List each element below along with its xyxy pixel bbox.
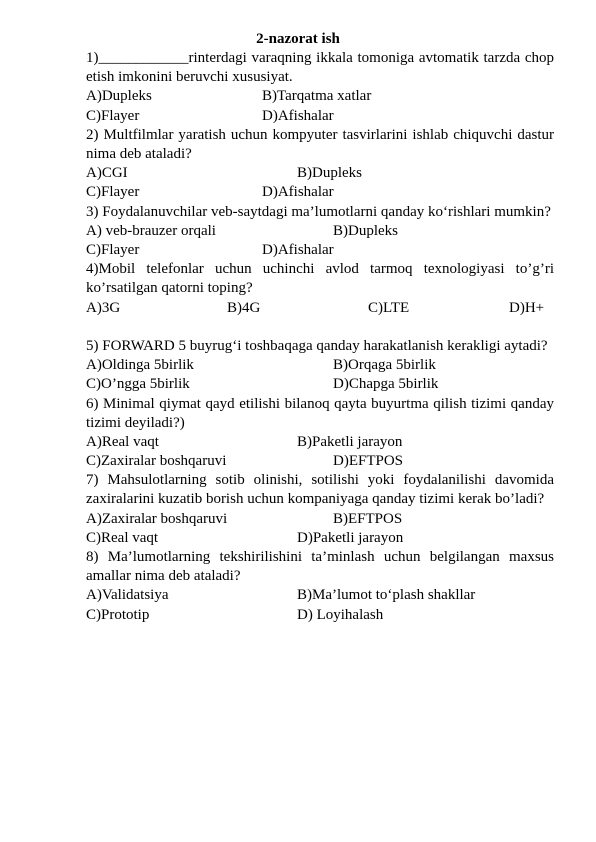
question-3-option-b: B)Dupleks	[333, 222, 398, 239]
question-1-option-d: D)Afishalar	[262, 107, 334, 124]
question-7-option-b: B)EFTPOS	[333, 510, 403, 527]
question-8-options-row-1	[86, 586, 554, 605]
question-8-option-d: D) Loyihalash	[297, 606, 384, 623]
question-3-text: 3) Foydalanuvchilar veb-saytdagi ma’lumotlarni qanday ko‘rishlari mumkin?	[86, 203, 551, 220]
question-4-option-c: C)LTE	[368, 299, 410, 316]
question-7-option-c: C)Real vaqt	[86, 529, 159, 546]
question-2-options-row-1	[86, 164, 554, 183]
question-8-options-row-2	[86, 606, 554, 625]
question-1-options-row-2	[86, 107, 554, 126]
question-2-option-c: C)Flayer	[86, 184, 140, 201]
question-4-option-a: A)3G	[86, 299, 121, 316]
question-3-option-d: D)Afishalar	[262, 241, 334, 258]
blank-line	[86, 318, 554, 337]
question-6-option-d: D)EFTPOS	[333, 453, 404, 470]
question-8-option-a: A)Validatsiya	[86, 587, 169, 604]
question-2-text: 2) Multfilmlar yaratish uchun kompyuter tasvirlarini ishlab chiquvchi dastur nima deb ataladi?	[86, 126, 554, 162]
question-3-options-row-2	[86, 241, 554, 260]
question-5-option-c: C)O’ngga 5birlik	[86, 376, 190, 393]
question-4-text: 4)Mobil telefonlar uchun uchinchi avlod tarmoq texnologiyasi to’g’ri ko’rsatilgan qatorni toping?	[86, 261, 554, 297]
question-5-option-a: A)Oldinga 5birlik	[86, 357, 194, 374]
question-7-options-row-2	[86, 529, 554, 548]
question-7-options-row-1	[86, 510, 554, 529]
question-8-option-c: C)Prototip	[86, 606, 150, 623]
question-6-option-b: B)Paketli jarayon	[297, 433, 403, 450]
question-5-text: 5) FORWARD 5 buyrug‘i toshbaqaga qanday harakatlanish kerakligi aytadi?	[86, 337, 548, 354]
question-5-options-row-1	[86, 356, 554, 375]
question-2-option-a: A)CGI	[86, 165, 128, 182]
question-6-options-row-2	[86, 452, 554, 471]
question-7-text: 7) Mahsulotlarning sotib olinishi, sotilishi yoki foydalanilishi davomida zaxiralarini kuzatib borish uchun kompaniyaga qanday tizimi kerak bo’ladi?	[86, 472, 554, 508]
question-1-options-row-1	[86, 87, 554, 106]
questions-body	[86, 49, 554, 625]
question-3-options-row-1	[86, 222, 554, 241]
question-2-option-d: D)Afishalar	[262, 184, 334, 201]
question-1-option-a: A)Dupleks	[86, 88, 152, 105]
question-6-option-c: C)Zaxiralar boshqaruvi	[86, 453, 227, 470]
question-4-option-b: B)4G	[227, 299, 261, 316]
question-8-text: 8) Ma’lumotlarning tekshirilishini ta’minlash uchun belgilangan maxsus amallar nima deb ataladi?	[86, 549, 554, 585]
question-7-option-a: A)Zaxiralar boshqaruvi	[86, 510, 228, 527]
question-4-options-row	[86, 299, 554, 318]
page-title: 2-nazorat ish	[256, 31, 340, 47]
question-5-option-d: D)Chapga 5birlik	[333, 376, 439, 393]
question-1-option-b: B)Tarqatma xatlar	[262, 88, 372, 105]
question-1-option-c: C)Flayer	[86, 107, 140, 124]
question-6-options-row-1	[86, 433, 554, 452]
question-6-text: 6) Minimal qiymat qayd etilishi bilanoq qayta buyurtma qilish tizimi qanday tizimi deyiladi?)	[86, 395, 554, 431]
question-3-option-c: C)Flayer	[86, 241, 140, 258]
question-2-options-row-2	[86, 183, 554, 202]
question-3-option-a: A) veb-brauzer orqali	[86, 222, 216, 239]
question-5-options-row-2	[86, 375, 554, 394]
question-2-option-b: B)Dupleks	[297, 165, 362, 182]
question-1-text: 1)____________rinterdagi varaqning ikkala tomoniga avtomatik tarzda chop etish imkonini beruvchi xususiyat.	[86, 50, 554, 86]
question-4-option-d: D)H+	[509, 299, 545, 316]
question-6-option-a: A)Real vaqt	[86, 433, 159, 450]
question-5-option-b: B)Orqaga 5birlik	[333, 357, 436, 374]
question-7-option-d: D)Paketli jarayon	[297, 529, 404, 546]
question-8-option-b: B)Ma’lumot to‘plash shakllar	[297, 587, 476, 604]
